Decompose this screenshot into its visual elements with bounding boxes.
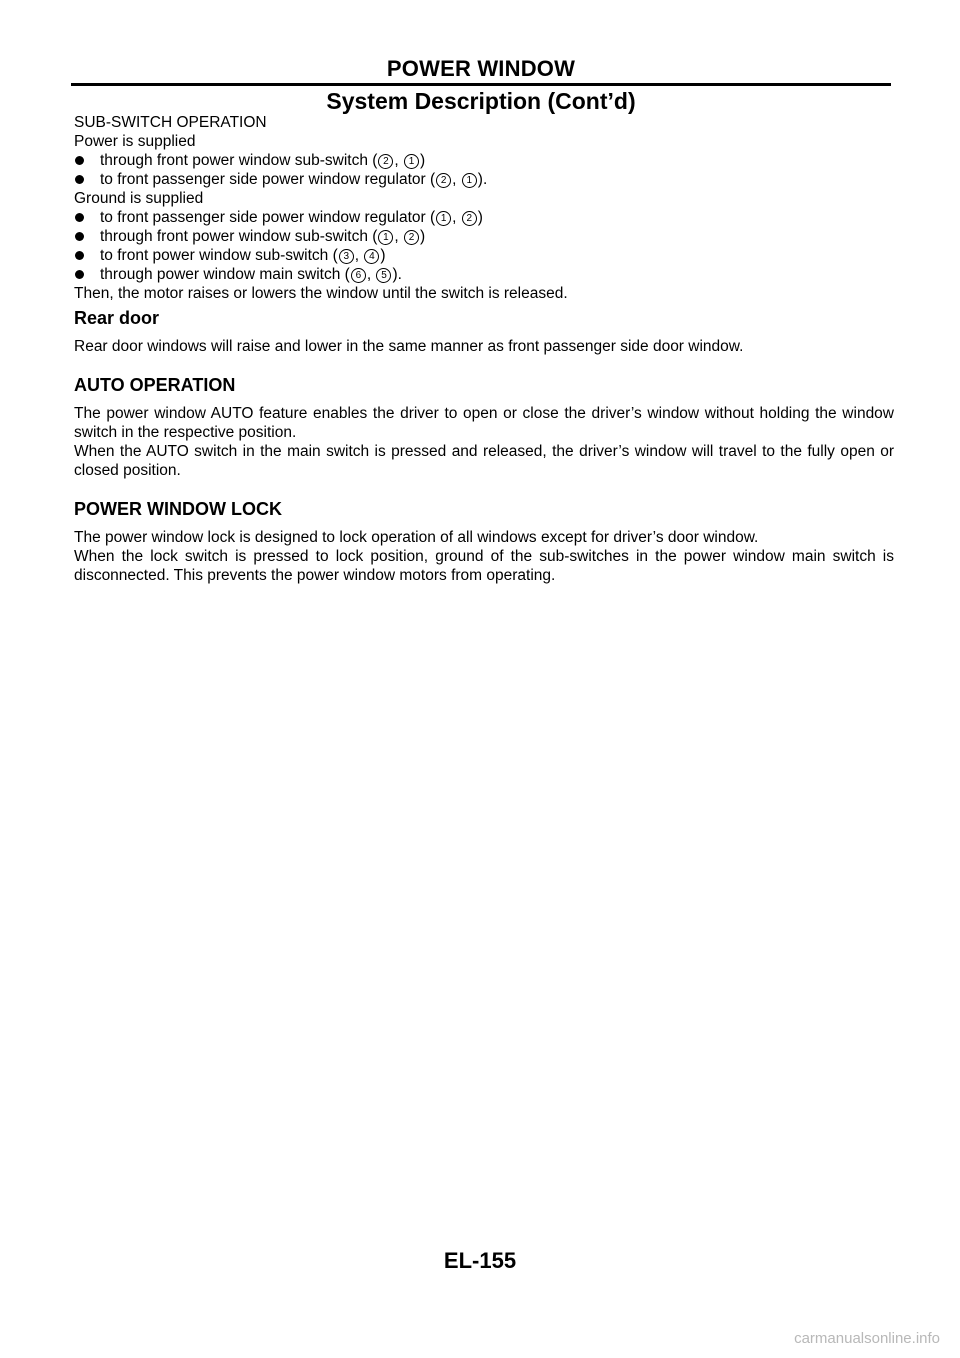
window-lock-paragraph: When the lock switch is pressed to lock position, ground of the sub-switches in the power window main switch is disconnected. This prevents the power window motors from operating. (74, 548, 894, 584)
auto-operation-paragraph: When the AUTO switch in the main switch is pressed and released, the driver’s window will travel to the fully open or closed position. (74, 443, 894, 479)
bullet-dot-icon (75, 213, 84, 222)
auto-operation-heading: AUTO OPERATION (74, 375, 236, 395)
connector-pin-icon: 4 (364, 249, 379, 264)
section-title: POWER WINDOW (386, 56, 576, 81)
auto-operation-paragraph: The power window AUTO feature enables the driver to open or close the driver’s window without holding the window switch in the respective position. (74, 405, 894, 441)
page-subtitle: System Description (Cont’d) (326, 88, 636, 114)
bullet-dot-icon (75, 175, 84, 184)
connector-pin-icon: 5 (376, 268, 391, 283)
bullet-item: to front power window sub-switch ( 3 , 4 ) (74, 246, 894, 265)
sub-switch-heading: SUB-SWITCH OPERATION (74, 114, 267, 131)
connector-pin-icon: 2 (462, 211, 477, 226)
bullet-item: through power window main switch ( 6 , 5 ). (74, 265, 894, 284)
connector-pin-icon: 2 (378, 154, 393, 169)
bullet-dot-icon (75, 251, 84, 260)
connector-pin-icon: 1 (404, 154, 419, 169)
watermark: carmanualsonline.info (794, 1330, 940, 1347)
power-supplied-label: Power is supplied (74, 133, 196, 150)
rear-door-heading: Rear door (74, 308, 160, 328)
connector-pin-icon: 2 (436, 173, 451, 188)
connector-pin-icon: 1 (378, 230, 393, 245)
page-number: EL-155 (443, 1248, 517, 1273)
connector-pin-icon: 1 (436, 211, 451, 226)
rear-door-text: Rear door windows will raise and lower in the same manner as front passenger side door window. (74, 338, 744, 355)
bullet-dot-icon (75, 156, 84, 165)
bullet-item: through front power window sub-switch ( 2 , 1 ) (74, 151, 894, 170)
connector-pin-icon: 3 (339, 249, 354, 264)
bullet-item: to front passenger side power window regulator ( 2 , 1 ). (74, 170, 894, 189)
window-lock-paragraph: The power window lock is designed to lock operation of all windows except for driver’s door window. (74, 529, 759, 546)
bullet-item: to front passenger side power window regulator ( 1 , 2 ) (74, 208, 894, 227)
bullet-dot-icon (75, 232, 84, 241)
page-header (71, 56, 891, 82)
bullet-dot-icon (75, 270, 84, 279)
sub-switch-closing: Then, the motor raises or lowers the window until the switch is released. (74, 285, 568, 302)
bullet-item: through front power window sub-switch ( 1 , 2 ) (74, 227, 894, 246)
header-rule (71, 83, 891, 86)
ground-supplied-label: Ground is supplied (74, 190, 204, 207)
page-content (74, 113, 894, 585)
connector-pin-icon: 2 (404, 230, 419, 245)
window-lock-heading: POWER WINDOW LOCK (74, 499, 282, 519)
connector-pin-icon: 6 (351, 268, 366, 283)
connector-pin-icon: 1 (462, 173, 477, 188)
